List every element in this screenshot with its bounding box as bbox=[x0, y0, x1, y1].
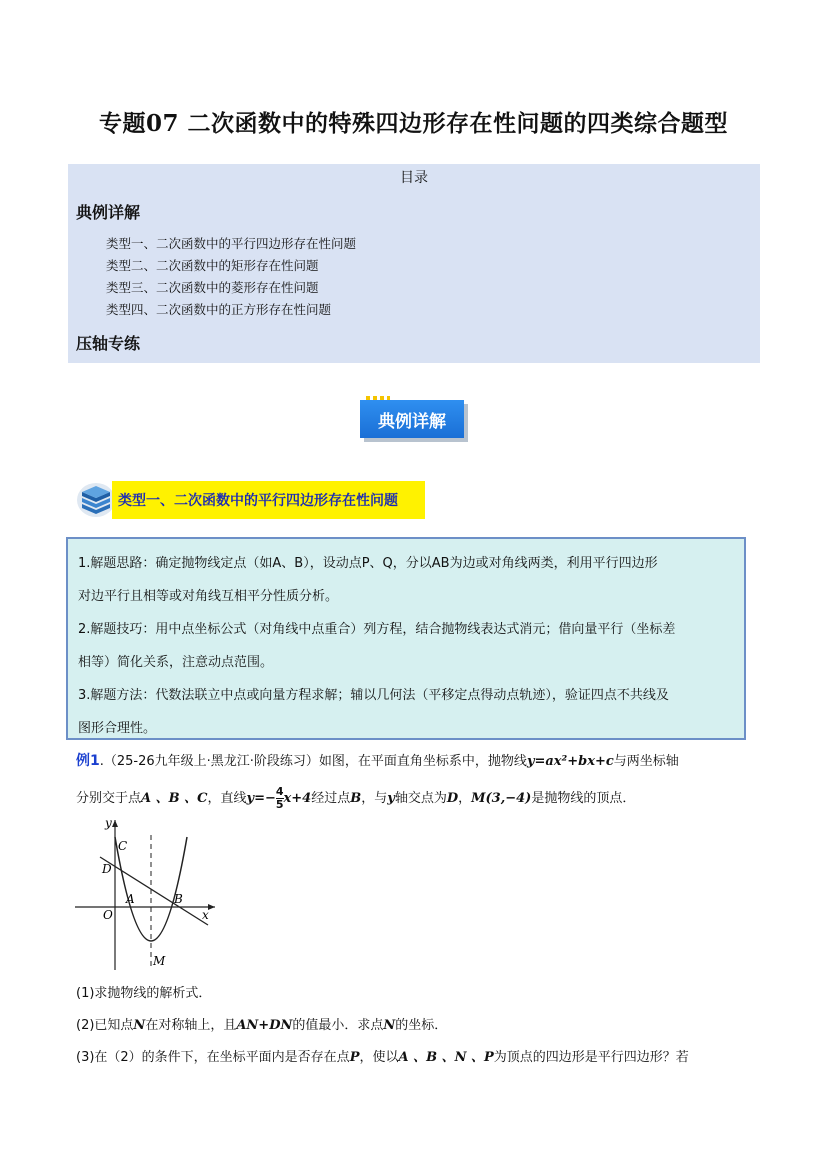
graph-label-c: C bbox=[118, 839, 128, 853]
graph-label-b: B bbox=[174, 892, 183, 906]
example-source: .（25-26九年级上·黑龙江·阶段练习）如图，在平面直角坐标系中，抛物线 bbox=[99, 754, 527, 769]
point-d: D bbox=[446, 791, 459, 806]
fraction bbox=[276, 786, 284, 811]
text: (3)在（2）的条件下，在坐标平面内是否存在点 bbox=[76, 1050, 350, 1065]
parabola-equation: y=ax²+bx+c bbox=[526, 754, 614, 769]
text: 与两坐标轴 bbox=[613, 754, 679, 769]
expression-an-dn: AN+DN bbox=[236, 1018, 293, 1033]
y-axis-arrow bbox=[112, 820, 118, 827]
text: 的坐标． bbox=[395, 1018, 448, 1033]
line-bd bbox=[100, 857, 208, 925]
question-2 bbox=[76, 1014, 447, 1033]
question-1: (1)求抛物线的解析式． bbox=[76, 986, 212, 1001]
page-title: 专题07 二次函数中的特殊四边形存在性问题的四类综合题型 bbox=[98, 110, 728, 137]
graph-label-x: x bbox=[202, 908, 209, 922]
graph-label-o: O bbox=[103, 908, 113, 922]
toc-item-type2[interactable]: 类型二、二次函数中的矩形存在性问题 bbox=[106, 258, 319, 273]
toc-item-type4[interactable]: 类型四、二次函数中的正方形存在性问题 bbox=[106, 302, 332, 317]
method-line: 1.解题思路：确定抛物线定点（如A、B），设动点P、Q，分以AB为边或对角线两类，利用平行四边形 bbox=[78, 556, 658, 571]
example-label: 例1 bbox=[76, 753, 100, 769]
line-equation-a: y=− bbox=[246, 791, 276, 806]
example-line-2 bbox=[76, 786, 635, 811]
text: 轴交点为 bbox=[394, 791, 447, 806]
method-box bbox=[66, 537, 746, 740]
method-line: 图形合理性。 bbox=[78, 721, 157, 736]
points-abnp: A 、B 、N 、P bbox=[398, 1050, 494, 1065]
toc-section-practice[interactable]: 压轴专练 bbox=[76, 334, 141, 353]
section-banner: 典例详解 bbox=[360, 400, 464, 438]
example-line-1 bbox=[76, 750, 679, 770]
y-axis-ref: y bbox=[387, 791, 395, 806]
point-n: N bbox=[383, 1018, 396, 1033]
point-b: B bbox=[350, 791, 362, 806]
graph-label-a: A bbox=[126, 892, 135, 906]
table-of-contents bbox=[68, 164, 760, 363]
point-m: M(3,−4) bbox=[471, 791, 532, 806]
graph-label-y: y bbox=[105, 816, 112, 830]
text: 经过点 bbox=[311, 791, 351, 806]
text: ，直线 bbox=[207, 791, 247, 806]
section-title-bar: 类型一、二次函数中的平行四边形存在性问题 bbox=[112, 481, 425, 519]
question-3 bbox=[76, 1046, 689, 1065]
points-abc: A 、B 、C bbox=[141, 791, 208, 806]
parabola-graph bbox=[70, 815, 220, 975]
fraction-den: 5 bbox=[275, 798, 284, 811]
toc-item-type1[interactable]: 类型一、二次函数中的平行四边形存在性问题 bbox=[106, 236, 357, 251]
graph-label-d: D bbox=[102, 862, 112, 876]
method-line: 相等）简化关系，注意动点范围。 bbox=[78, 655, 274, 670]
toc-section-examples[interactable]: 典例详解 bbox=[76, 203, 141, 222]
text: ，与 bbox=[361, 791, 388, 806]
graph-label-m: M bbox=[153, 954, 166, 968]
text: 为顶点的四边形是平行四边形？若 bbox=[493, 1050, 689, 1065]
line-equation-b: x+4 bbox=[283, 791, 312, 806]
fraction-num: 4 bbox=[275, 785, 284, 798]
point-n: N bbox=[133, 1018, 146, 1033]
text: (2)已知点 bbox=[76, 1018, 134, 1033]
text: 的值最小．求点 bbox=[292, 1018, 384, 1033]
text: ，使以 bbox=[359, 1050, 399, 1065]
x-axis-arrow bbox=[208, 904, 215, 910]
toc-heading: 目录 bbox=[400, 170, 428, 186]
method-line: 3.解题方法：代数法联立中点或向量方程求解；辅以几何法（平移定点得动点轨迹），验证四点不共线及 bbox=[78, 688, 669, 703]
text: ， bbox=[458, 791, 472, 806]
text: 在对称轴上，且 bbox=[145, 1018, 237, 1033]
method-line: 对边平行且相等或对角线互相平分性质分析。 bbox=[78, 589, 339, 604]
text: 分别交于点 bbox=[76, 791, 142, 806]
books-icon bbox=[76, 482, 116, 518]
toc-item-type3[interactable]: 类型三、二次函数中的菱形存在性问题 bbox=[106, 280, 319, 295]
text: 是抛物线的顶点． bbox=[531, 791, 636, 806]
method-line: 2.解题技巧：用中点坐标公式（对角线中点重合）列方程，结合抛物线表达式消元；借向量平行（坐标差 bbox=[78, 622, 676, 637]
point-p: P bbox=[349, 1050, 360, 1065]
